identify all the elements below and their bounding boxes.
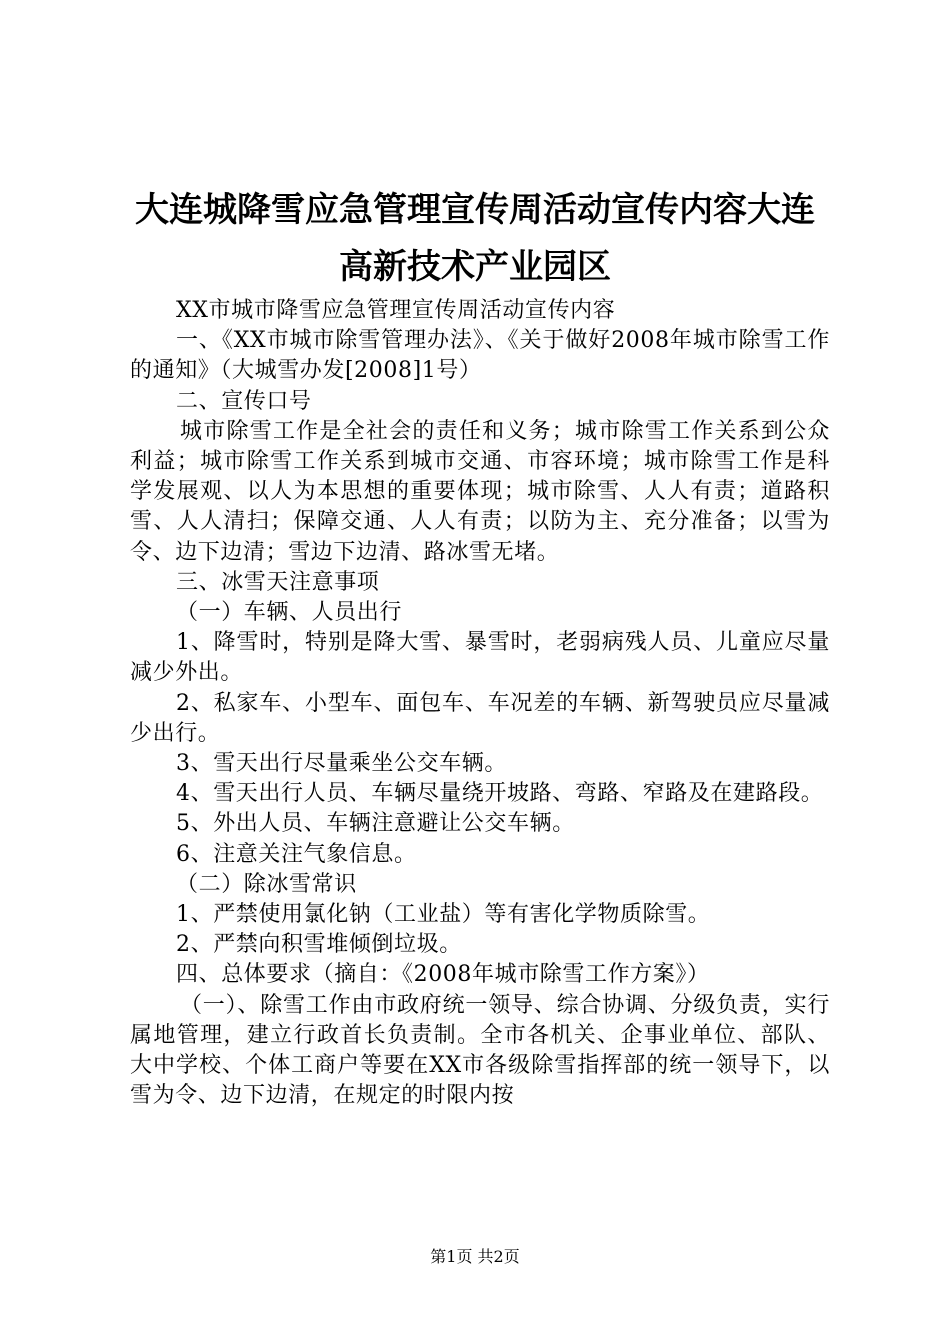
document-body	[130, 296, 830, 1111]
paragraph-section-3-heading: 三、冰雪天注意事项	[176, 569, 380, 595]
paragraph-subsection-1-heading: （一）车辆、人员出行	[176, 600, 403, 626]
paragraph-section-2-heading: 二、宣传口号	[176, 388, 312, 414]
list-item: 1、降雪时，特别是降大雪、暴雪时，老弱病残人员、儿童应尽量减少外出。	[130, 630, 830, 686]
list-item: 6、注意关注气象信息。	[176, 841, 417, 867]
paragraph-general-requirements: （一）、除雪工作由市政府统一领导、综合协调、分级负责，实行属地管理，建立行政首长负责制。全市各机关、企事业单位、部队、大中学校、个体工商户等要在XX市各级除雪指挥部的统一领导下，以雪为令、边下边清，在规定的时限内按	[130, 992, 830, 1109]
paragraph-section-1: 一、《XX市城市除雪管理办法》、《关于做好2008年城市除雪工作的通知》（大城雪办发[2008]1号）	[130, 328, 830, 384]
list-item: 2、私家车、小型车、面包车、车况差的车辆、新驾驶员应尽量减少出行。	[130, 690, 830, 746]
paragraph-subtitle: XX市城市降雪应急管理宣传周活动宣传内容	[176, 298, 616, 323]
list-item: 5、外出人员、车辆注意避让公交车辆。	[176, 811, 575, 837]
list-item: 1、严禁使用氯化钠（工业盐）等有害化学物质除雪。	[176, 902, 711, 928]
paragraph-section-4-heading: 四、总体要求（摘自：《2008年城市除雪工作方案》）	[176, 962, 710, 988]
document-title-line-2: 高新技术产业园区	[339, 247, 611, 287]
page-footer: 第1页 共2页	[430, 1247, 520, 1266]
list-item: 3、雪天出行尽量乘坐公交车辆。	[176, 751, 507, 777]
document-title-line-1: 大连城降雪应急管理宣传周活动宣传内容大连	[135, 190, 815, 230]
list-item: 2、严禁向积雪堆倾倒垃圾。	[176, 932, 462, 958]
list-item: 4、雪天出行人员、车辆尽量绕开坡路、弯路、窄路及在建路段。	[176, 781, 824, 807]
paragraph-subsection-2-heading: （二）除冰雪常识	[176, 871, 357, 897]
paragraph-slogans: 城市除雪工作是全社会的责任和义务；城市除雪工作关系到公众利益；城市除雪工作关系到城市交通、市容环境；城市除雪工作是科学发展观、以人为本思想的重要体现；城市除雪、人人有责；道路积雪、人人清扫；保障交通、人人有责；以防为主、充分准备；以雪为令、边下边清；雪边下边清、路冰雪无堵。	[130, 418, 830, 565]
